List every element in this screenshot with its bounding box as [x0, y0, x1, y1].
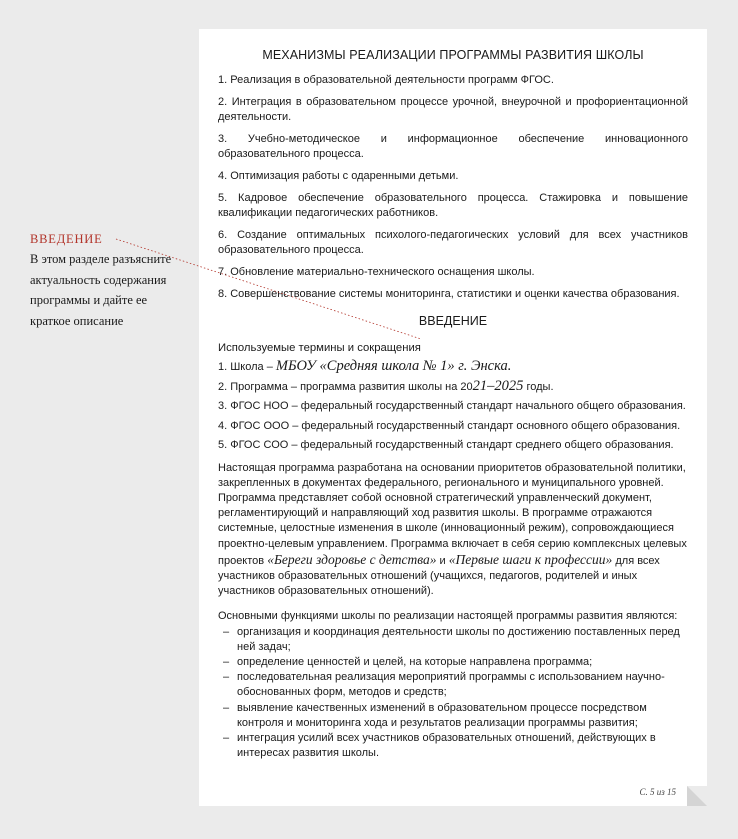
- intro-paragraph: Настоящая программа разработана на основании приоритетов образовательной политики, закрепленных в документах федерального, регионального и муниципального уровней. Программа представляет собой основной стратегический управленческий документ, регламентирующий и направляющий ход развития школы. В программе отражаются системные, целостные изменения в школе (инновационный режим), сопровождающиеся проектно-целевым управлением. Программа включает в себя серию комплексных целевых проектов «Береги здоровье с детства» и «Первые шаги к профессии» для всех участников образовательных отношений (учащихся, педагогов, родителей и иных участников образовательных отношений).: [218, 461, 687, 598]
- mechanism-item: 7. Обновление материально-технического оснащения школы.: [218, 266, 535, 278]
- function-item: – выявление качественных изменений в образовательном процессе посредством контроля и мониторинга хода и результатов реализации программы развития;: [223, 701, 647, 729]
- intro-heading: ВВЕДЕНИЕ: [418, 314, 488, 328]
- term-item: 2. Программа – программа развития школы на 2021–2025 годы.: [218, 377, 554, 394]
- page-number: С. 5 из 15: [639, 787, 676, 797]
- mechanism-item: 2. Интеграция в образовательном процессе урочной, внеурочной и профориентационной деятельности.: [218, 96, 688, 123]
- project-name: «Береги здоровье с детства»: [267, 551, 437, 567]
- mechanism-item: 8. Совершенствование системы мониторинга, статистики и оценки качества образования.: [218, 288, 680, 300]
- mechanism-item: 4. Оптимизация работы с одаренными детьми.: [218, 170, 459, 182]
- mechanism-item: 1. Реализация в образовательной деятельности программ ФГОС.: [218, 74, 554, 86]
- term-item: 4. ФГОС ООО – федеральный государственный стандарт основного общего образования.: [218, 419, 681, 432]
- term-item: 1. Школа – МБОУ «Средняя школа № 1» г. Энска.: [218, 358, 512, 374]
- terms-title: Используемые термины и сокращения: [218, 342, 421, 354]
- function-item: – организация и координация деятельности школы по достижению поставленных перед ней задач;: [223, 625, 680, 653]
- annotation-text: В этом разделе разъясните актуальность содержания программы и дайте ее краткое описание: [30, 252, 172, 329]
- function-item: – определение ценностей и целей, на которые направлена программа;: [223, 655, 593, 668]
- mechanism-item: 6. Создание оптимальных психолого-педагогических условий для всех участников образовательного процесса.: [218, 229, 688, 256]
- function-item: – интеграция усилий всех участников образовательных отношений, действующих в интересах развития школы.: [223, 731, 656, 760]
- mechanism-item: 5. Кадровое обеспечение образовательного процесса. Стажировка и повышение квалификации педагогических работников.: [218, 192, 688, 219]
- function-item: – последовательная реализация мероприятий программы с использованием научно-обоснованных форм, методов и средств;: [223, 671, 665, 699]
- mechanism-item: 3. Учебно-методическое и информационное обеспечение инновационного образовательного процесса.: [218, 133, 688, 160]
- project-name: «Первые шаги к профессии»: [448, 551, 613, 567]
- annotation-heading: ВВЕДЕНИЕ: [30, 232, 103, 246]
- term-item: 3. ФГОС НОО – федеральный государственный стандарт начального общего образования.: [218, 400, 686, 412]
- term-item: 5. ФГОС СОО – федеральный государственный стандарт среднего общего образования.: [218, 439, 674, 451]
- functions-title: Основными функциями школы по реализации настоящей программы развития являются:: [218, 610, 678, 623]
- page-title: МЕХАНИЗМЫ РЕАЛИЗАЦИИ ПРОГРАММЫ РАЗВИТИЯ ШКОЛЫ: [262, 48, 644, 62]
